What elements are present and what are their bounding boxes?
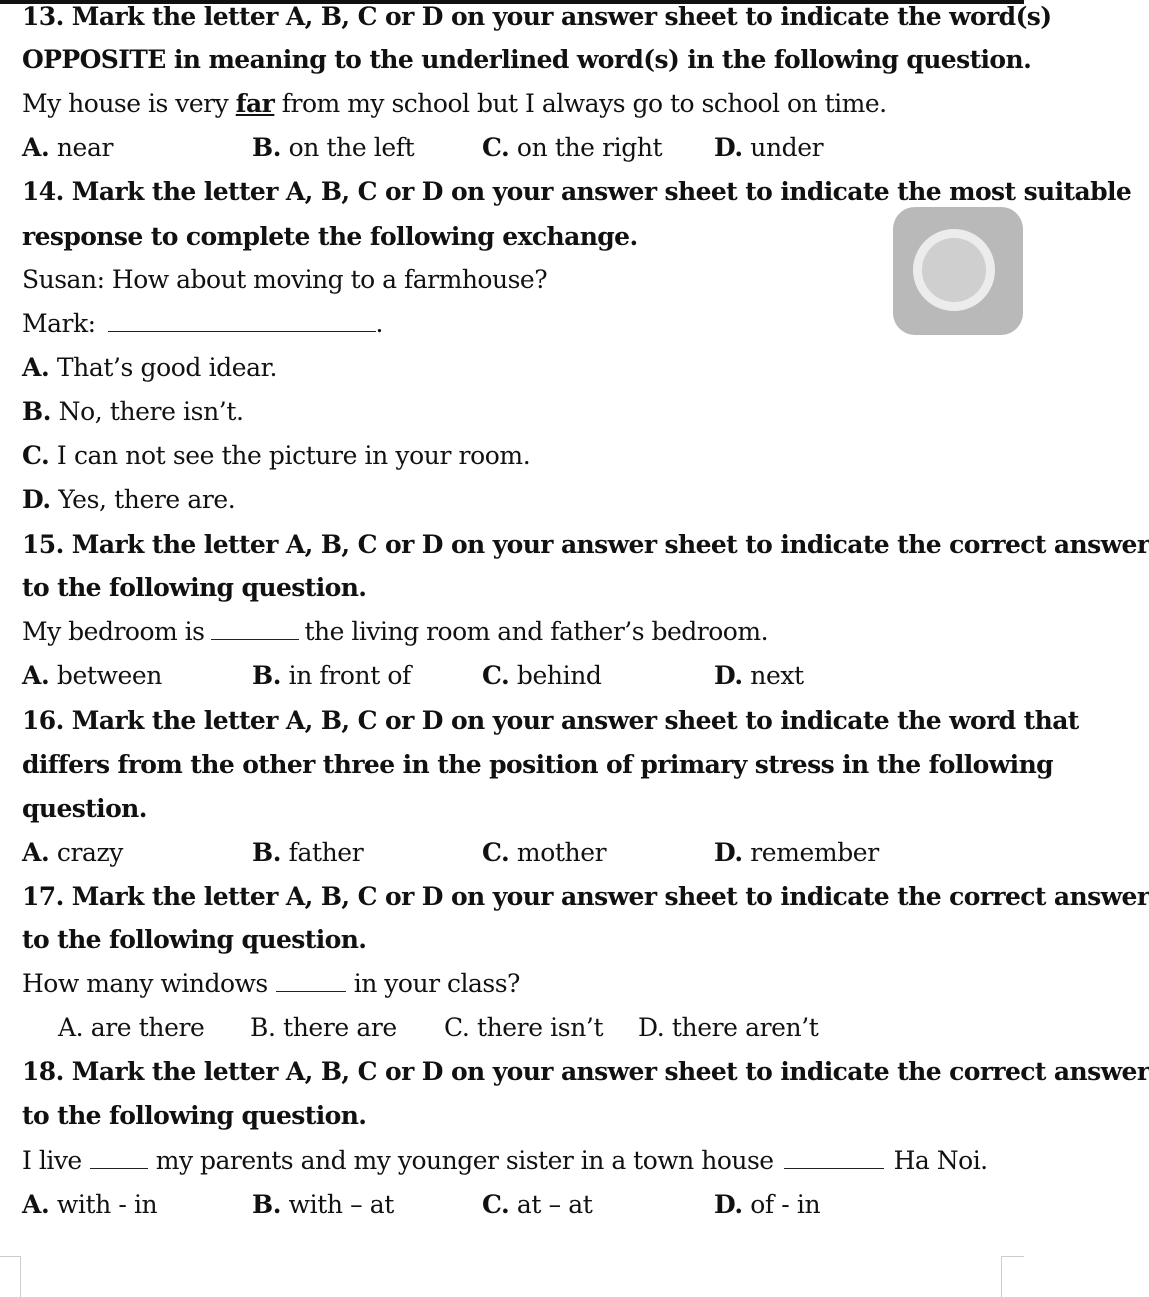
q16-option-c[interactable]: C. mother [482, 838, 607, 867]
q14-instruction-line2: response to complete the following exchange. [22, 222, 638, 251]
q16-option-a[interactable]: A. crazy [22, 838, 124, 867]
q18-option-d[interactable]: D. of - in [714, 1190, 821, 1219]
q13-stem: My house is very far from my school but I always go to school on time. [22, 89, 887, 118]
q17-instruction-line1: 17. Mark the letter A, B, C or D on your answer sheet to indicate the correct answer [22, 882, 1149, 911]
q16-instruction-line2: differs from the other three in the position of primary stress in the following [22, 750, 1054, 779]
q13-instruction-line1: 13. Mark the letter A, B, C or D on your answer sheet to indicate the word(s) [22, 2, 1052, 31]
q15-instruction-line2: to the following question. [22, 573, 367, 602]
q16-option-d[interactable]: D. remember [714, 838, 879, 867]
q15-instruction-line1: 15. Mark the letter A, B, C or D on your answer sheet to indicate the correct answer [22, 530, 1149, 559]
page-corner-right [1001, 1256, 1024, 1297]
answer-blank-2 [784, 1148, 884, 1169]
q18-option-c[interactable]: C. at – at [482, 1190, 593, 1219]
q17-option-b[interactable]: B. there are [250, 1013, 397, 1042]
answer-blank [108, 311, 376, 332]
q14-option-a[interactable]: A. That’s good idear. [22, 353, 278, 382]
q16-instruction-line3: question. [22, 794, 147, 823]
page-corner-left [0, 1256, 21, 1297]
q18-instruction-line1: 18. Mark the letter A, B, C or D on your answer sheet to indicate the correct answer [22, 1057, 1149, 1086]
q14-option-c[interactable]: C. I can not see the picture in your room. [22, 441, 531, 470]
q15-option-d[interactable]: D. next [714, 661, 804, 690]
q14-dialogue-susan: Susan: How about moving to a farmhouse? [22, 265, 548, 294]
answer-blank-1 [90, 1148, 148, 1169]
q15-stem: My bedroom is the living room and father’s bedroom. [22, 617, 769, 646]
q13-option-a[interactable]: A. near [22, 133, 114, 162]
q15-option-a[interactable]: A. between [22, 661, 162, 690]
q14-instruction-line1: 14. Mark the letter A, B, C or D on your answer sheet to indicate the most suitable [22, 177, 1132, 206]
q14-option-b[interactable]: B. No, there isn’t. [22, 397, 244, 426]
q17-option-c[interactable]: C. there isn’t [444, 1013, 604, 1042]
q13-instruction-line2: OPPOSITE in meaning to the underlined word(s) in the following question. [22, 45, 1032, 74]
q18-stem: I live my parents and my younger sister in a town house Ha Noi. [22, 1146, 988, 1175]
q17-stem: How many windows in your class? [22, 969, 520, 998]
q17-option-a[interactable]: A. are there [58, 1013, 205, 1042]
q18-option-a[interactable]: A. with - in [22, 1190, 158, 1219]
answer-blank [276, 971, 346, 992]
q17-instruction-line2: to the following question. [22, 925, 367, 954]
circle-icon [913, 229, 995, 311]
q18-instruction-line2: to the following question. [22, 1101, 367, 1130]
q16-option-b[interactable]: B. father [252, 838, 364, 867]
q13-option-d[interactable]: D. under [714, 133, 824, 162]
q14-dialogue-mark: Mark: . [22, 309, 383, 338]
q13-option-b[interactable]: B. on the left [252, 133, 415, 162]
q18-option-b[interactable]: B. with – at [252, 1190, 394, 1219]
underlined-word: far [235, 89, 275, 118]
answer-blank [211, 619, 299, 640]
q13-option-c[interactable]: C. on the right [482, 133, 663, 162]
q14-option-d[interactable]: D. Yes, there are. [22, 485, 236, 514]
q15-option-c[interactable]: C. behind [482, 661, 602, 690]
q15-option-b[interactable]: B. in front of [252, 661, 411, 690]
floating-assistive-touch-button[interactable] [893, 207, 1023, 335]
q16-instruction-line1: 16. Mark the letter A, B, C or D on your answer sheet to indicate the word that [22, 706, 1079, 735]
q17-option-d[interactable]: D. there aren’t [638, 1013, 819, 1042]
